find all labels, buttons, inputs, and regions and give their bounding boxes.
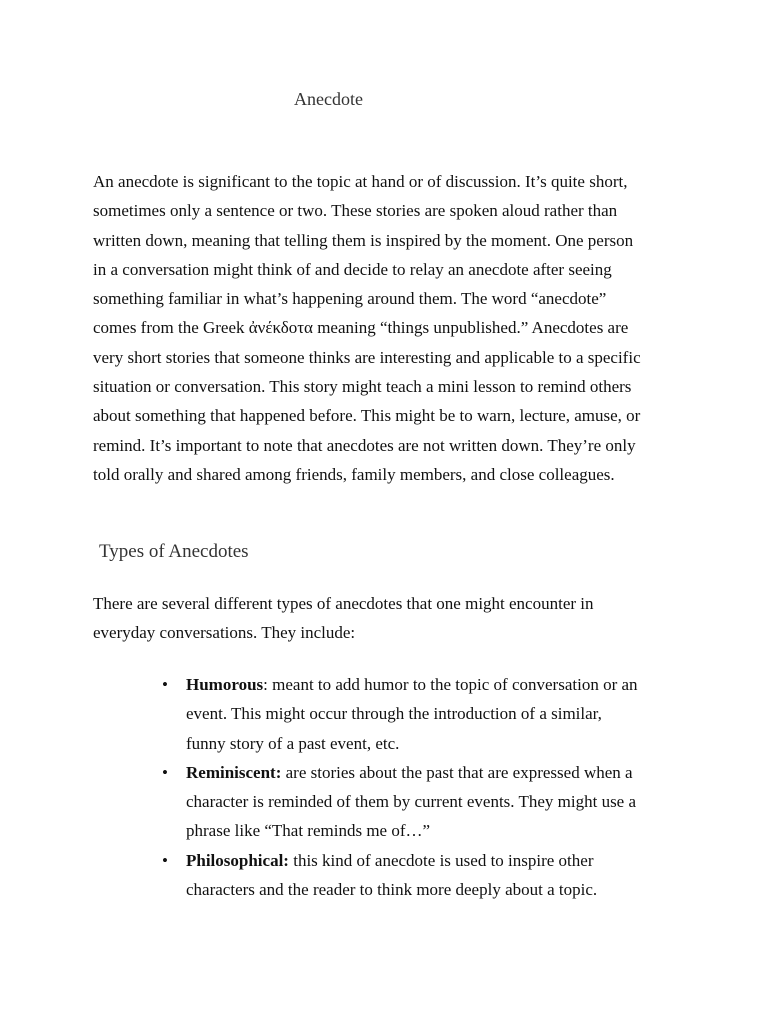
list-item-text bbox=[186, 670, 638, 758]
list-item-humorous bbox=[0, 670, 638, 758]
list-item-text bbox=[186, 758, 638, 846]
intro-line: something familiar in what’s happening around them. The word “anecdote” bbox=[93, 289, 607, 309]
bullet-icon: • bbox=[162, 675, 168, 694]
list-item-line: phrase like “That reminds me of…” bbox=[186, 821, 431, 841]
bullet-icon: • bbox=[162, 762, 168, 782]
type-description: are stories about the past that are expressed when a bbox=[281, 762, 633, 782]
intro-line: about something that happened before. This might be to warn, lecture, amuse, or bbox=[93, 406, 641, 426]
list-item-reminiscent bbox=[0, 758, 637, 846]
intro-line: very short stories that someone thinks are interesting and applicable to a specific bbox=[93, 347, 641, 367]
list-item-line: characters and the reader to think more deeply about a topic. bbox=[186, 880, 598, 900]
type-term: Reminiscent: bbox=[186, 762, 282, 782]
intro-line: in a conversation might think of and decide to relay an anecdote after seeing bbox=[93, 259, 612, 279]
anecdote-types-list bbox=[0, 670, 638, 904]
type-description: : meant to add humor to the topic of conversation or an bbox=[263, 675, 638, 694]
section-heading: Types of Anecdotes bbox=[99, 541, 249, 562]
intro-line: An anecdote is significant to the topic at hand or of discussion. It’s quite short, bbox=[93, 172, 628, 191]
intro-line: sometimes only a sentence or two. These stories are spoken aloud rather than bbox=[93, 201, 618, 221]
intro-line: told orally and shared among friends, family members, and close colleagues. bbox=[93, 464, 615, 484]
type-description: this kind of anecdote is used to inspire other bbox=[288, 850, 594, 870]
list-item-line: funny story of a past event, etc. bbox=[186, 733, 400, 753]
list-item-philosophical bbox=[0, 846, 598, 905]
types-intro-line: everyday conversations. They include: bbox=[93, 623, 356, 643]
list-item-text bbox=[186, 846, 638, 905]
intro-line: situation or conversation. This story might teach a mini lesson to remind others bbox=[93, 377, 632, 397]
types-intro-line: There are several different types of anecdotes that one might encounter in bbox=[93, 594, 594, 613]
intro-paragraph bbox=[93, 167, 693, 489]
document-title: Anecdote bbox=[294, 89, 363, 109]
bullet-icon: • bbox=[162, 850, 168, 870]
intro-line: remind. It’s important to note that anecdotes are not written down. They’re only bbox=[93, 435, 636, 455]
list-item-line bbox=[186, 758, 638, 787]
list-item-line bbox=[186, 846, 638, 875]
list-item-line: event. This might occur through the introduction of a similar, bbox=[186, 704, 602, 724]
type-term: Humorous bbox=[186, 675, 264, 694]
types-intro-paragraph bbox=[93, 589, 693, 648]
list-item-line: character is reminded of them by current events. They might use a bbox=[186, 792, 637, 812]
type-term: Philosophical: bbox=[186, 850, 289, 870]
list-item-line bbox=[186, 670, 638, 699]
intro-line: comes from the Greek ἀνέκδοτα meaning “things unpublished.” Anecdotes are bbox=[93, 318, 629, 338]
intro-line: written down, meaning that telling them is inspired by the moment. One person bbox=[93, 230, 634, 250]
